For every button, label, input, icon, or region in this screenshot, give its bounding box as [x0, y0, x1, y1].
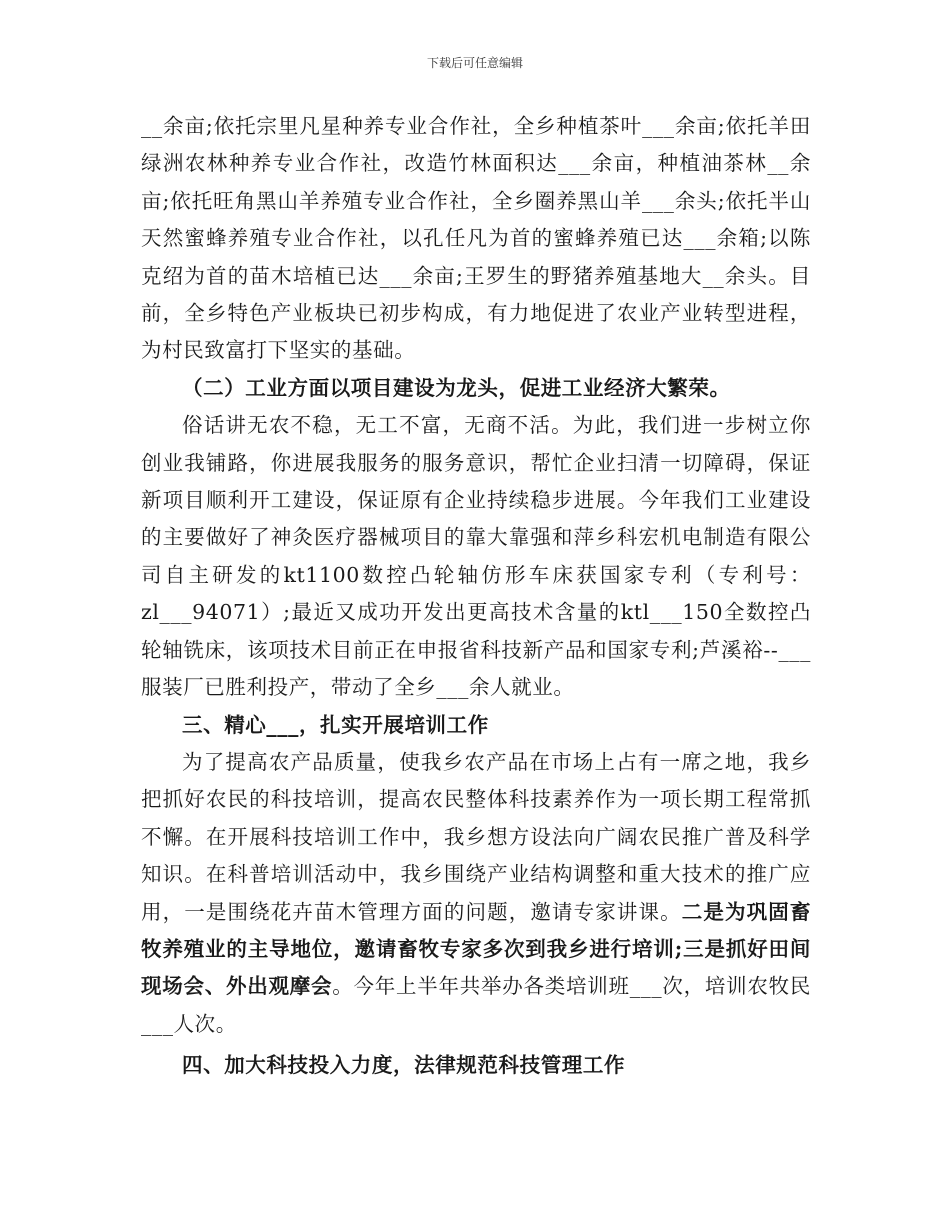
section-heading-training: 三、精心___，扎实开展培训工作	[182, 712, 489, 737]
paragraph-industry: 俗话讲无农不稳，无工不富，无商不活。为此，我们进一步树立你创业我铺路，你进展我服务的服务意识，帮忙企业扫清一切障碍，保证新项目顺利开工建设，保证原有企业持续稳步进展。今年我们工业建设的主要做好了神灸医疗器械项目的靠大靠强和萍乡科宏机电制造有限公司自主研发的kt1100数控凸轮轴仿形车床获国家专利（专利号：zl___94071）;最近又成功开发出更高技术含量的ktl___150全数控凸轮轴铣床，该项技术目前正在申报省科技新产品和国家专利;芦溪裕--___服装厂已胜利投产，带动了全乡___余人就业。	[141, 413, 811, 700]
section-heading-tech: 四、加大科技投入力度，法律规范科技管理工作	[182, 1053, 626, 1078]
page-header: 下载后可任意编辑	[426, 56, 523, 70]
document-body	[141, 108, 811, 1085]
paragraph-training-tail: 。今年上半年共举办各类培训班___次，培训农牧民___人次。	[141, 974, 811, 1036]
paragraph-training-normal: 为了提高农产品质量，使我乡农产品在市场上占有一席之地，我乡把抓好农民的科技培训，提高农民整体科技素养作为一项长期工程常抓不懈。在开展科技培训工作中，我乡想方设法向广阔农民推广普及科学知识。在科普培训活动中，我乡围绕产业结构调整和重大技术的推广应用，一是围绕花卉苗木管理方面的问题，邀请专家讲课。	[141, 749, 811, 924]
paragraph-training-bold: 二是为巩固畜牧养殖业的主导地位，邀请畜牧专家多次到我乡进行培训;三是抓好田间现场会、外出观摩会	[141, 899, 811, 999]
paragraph-training	[141, 744, 811, 1043]
paragraph-agriculture: __余亩;依托宗里凡星种养专业合作社，全乡种植茶叶___余亩;依托羊田绿洲农林种养专业合作社，改造竹林面积达___余亩，种植油茶林__余亩;依托旺角黑山羊养殖专业合作社，全乡圈养黑山羊___余头;依托半山天然蜜蜂养殖专业合作社，以孔任凡为首的蜜蜂养殖已达___余箱;以陈克绍为首的苗木培植已达___余亩;王罗生的野猪养殖基地大__余头。目前，全乡特色产业板块已初步构成，有力地促进了农业产业转型进程，为村民致富打下坚实的基础。	[141, 114, 811, 363]
section-heading-industry: （二）工业方面以项目建设为龙头，促进工业经济大繁荣。	[182, 375, 731, 400]
